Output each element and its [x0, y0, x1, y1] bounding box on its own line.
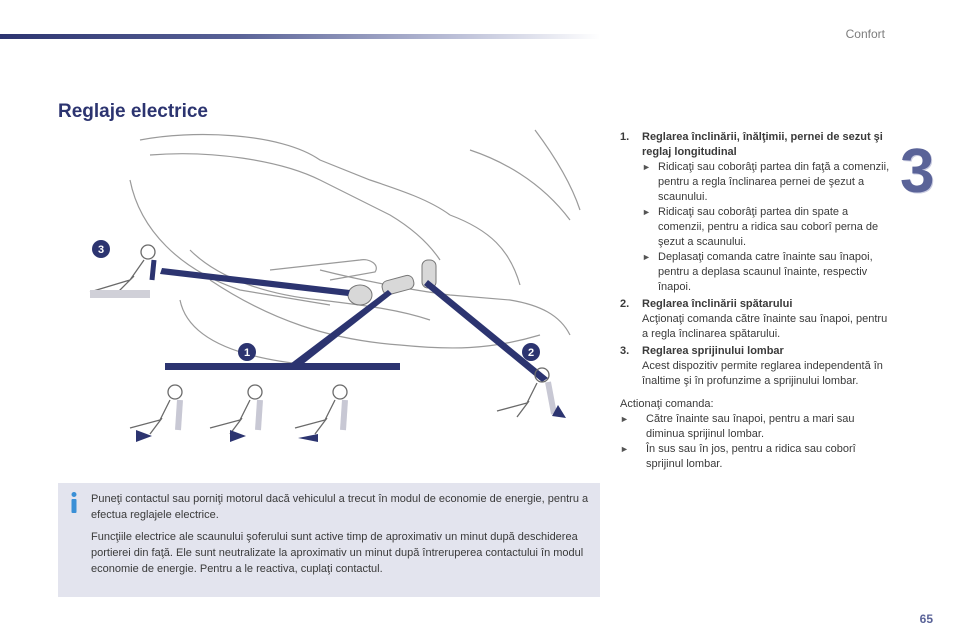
- page-title: Reglaje electrice: [58, 101, 208, 122]
- callout-2-label: 2: [527, 347, 535, 359]
- step-1: [620, 130, 895, 295]
- pictogram-cushion-rear: [210, 385, 262, 442]
- step-2: [620, 297, 895, 342]
- step-1-number: 1.: [620, 131, 630, 143]
- callout-2: [522, 343, 540, 361]
- lumbar-intro: Actionaţi comanda:: [620, 398, 714, 410]
- step-2-number: 2.: [620, 298, 630, 310]
- bullet-icon: ►: [642, 162, 651, 172]
- info-paragraph-2: Funcţiile electrice ale scaunului şoferului sunt active timp de aproximativ un minut după deschiderea portierei din faţă. Ele sunt neutralizate la aproximativ un minut după întreruperea contactului în modul economie de energie. Pentru a le reactiva, cuplaţi contactul.: [91, 531, 584, 575]
- lumbar-bullet: [620, 442, 895, 472]
- bullet-text: Ridicaţi sau coborâţi partea din faţă a comenzii, pentru a regla înclinarea pernei de şezut a scaunului.: [658, 161, 890, 203]
- step-1-bullet: [642, 160, 895, 205]
- instructions: [620, 130, 895, 472]
- step-3: [620, 344, 895, 389]
- step-1-bullet: [642, 250, 895, 295]
- bullet-text: În sus sau în jos, pentru a ridica sau coborî sprijinul lombar.: [646, 443, 856, 470]
- page-number: 65: [919, 612, 933, 626]
- seat-controls: [348, 260, 436, 305]
- bullet-text: Ridicaţi sau coborâţi partea din spate a comenzii, pentru a ridica sau coborî perna de şezut a scaunului.: [658, 206, 879, 248]
- info-box: [58, 483, 600, 597]
- info-text: [91, 491, 591, 583]
- header-bar: [0, 34, 600, 39]
- step-3-title: Reglarea sprijinului lombar: [642, 345, 784, 357]
- lumbar-instructions: [620, 397, 895, 472]
- step-2-text: Acţionaţi comanda către înainte sau înapoi, pentru a regla înclinarea spătarului.: [642, 313, 888, 340]
- bullet-icon: ►: [642, 252, 651, 262]
- step-1-title: Reglarea înclinării, înălţimii, pernei de sezut şi reglaj longitudinal: [642, 131, 883, 158]
- chapter-number: 3: [900, 137, 935, 206]
- info-icon: [66, 491, 82, 515]
- seat-illustration: [70, 120, 590, 460]
- pictogram-cushion-front: [130, 385, 182, 442]
- callout-1-label: 1: [243, 347, 251, 359]
- step-2-title: Reglarea înclinării spătarului: [642, 298, 793, 310]
- seat-drawing: [130, 130, 580, 368]
- bullet-icon: ►: [620, 414, 629, 424]
- pictogram-backrest: [497, 368, 566, 418]
- info-paragraph-1: Puneţi contactul sau porniţi motorul dacă vehiculul a trecut în modul de economie de energie, pentru a efectua reglajele electrice.: [91, 493, 589, 521]
- step-3-number: 3.: [620, 345, 630, 357]
- bullet-icon: ►: [620, 444, 629, 454]
- step-1-bullet: [642, 205, 895, 250]
- pictogram-slide: [295, 385, 347, 442]
- lumbar-bullet: [620, 412, 895, 442]
- callout-3: [92, 240, 110, 258]
- bullet-text: Deplasaţi comanda catre înainte sau înapoi, pentru a deplasa scaunul înainte, respectiv înapoi.: [658, 251, 873, 293]
- section-label: Confort: [845, 27, 885, 41]
- bullet-text: Către înainte sau înapoi, pentru a mari sau diminua sprijinul lombar.: [646, 413, 855, 440]
- callout-1: [238, 343, 256, 361]
- callout-3-label: 3: [97, 244, 105, 256]
- step-3-text: Acest dispozitiv permite reglarea independentă în înaltime şi în profunzime a sprijinului lombar.: [642, 360, 883, 387]
- bullet-icon: ►: [642, 207, 651, 217]
